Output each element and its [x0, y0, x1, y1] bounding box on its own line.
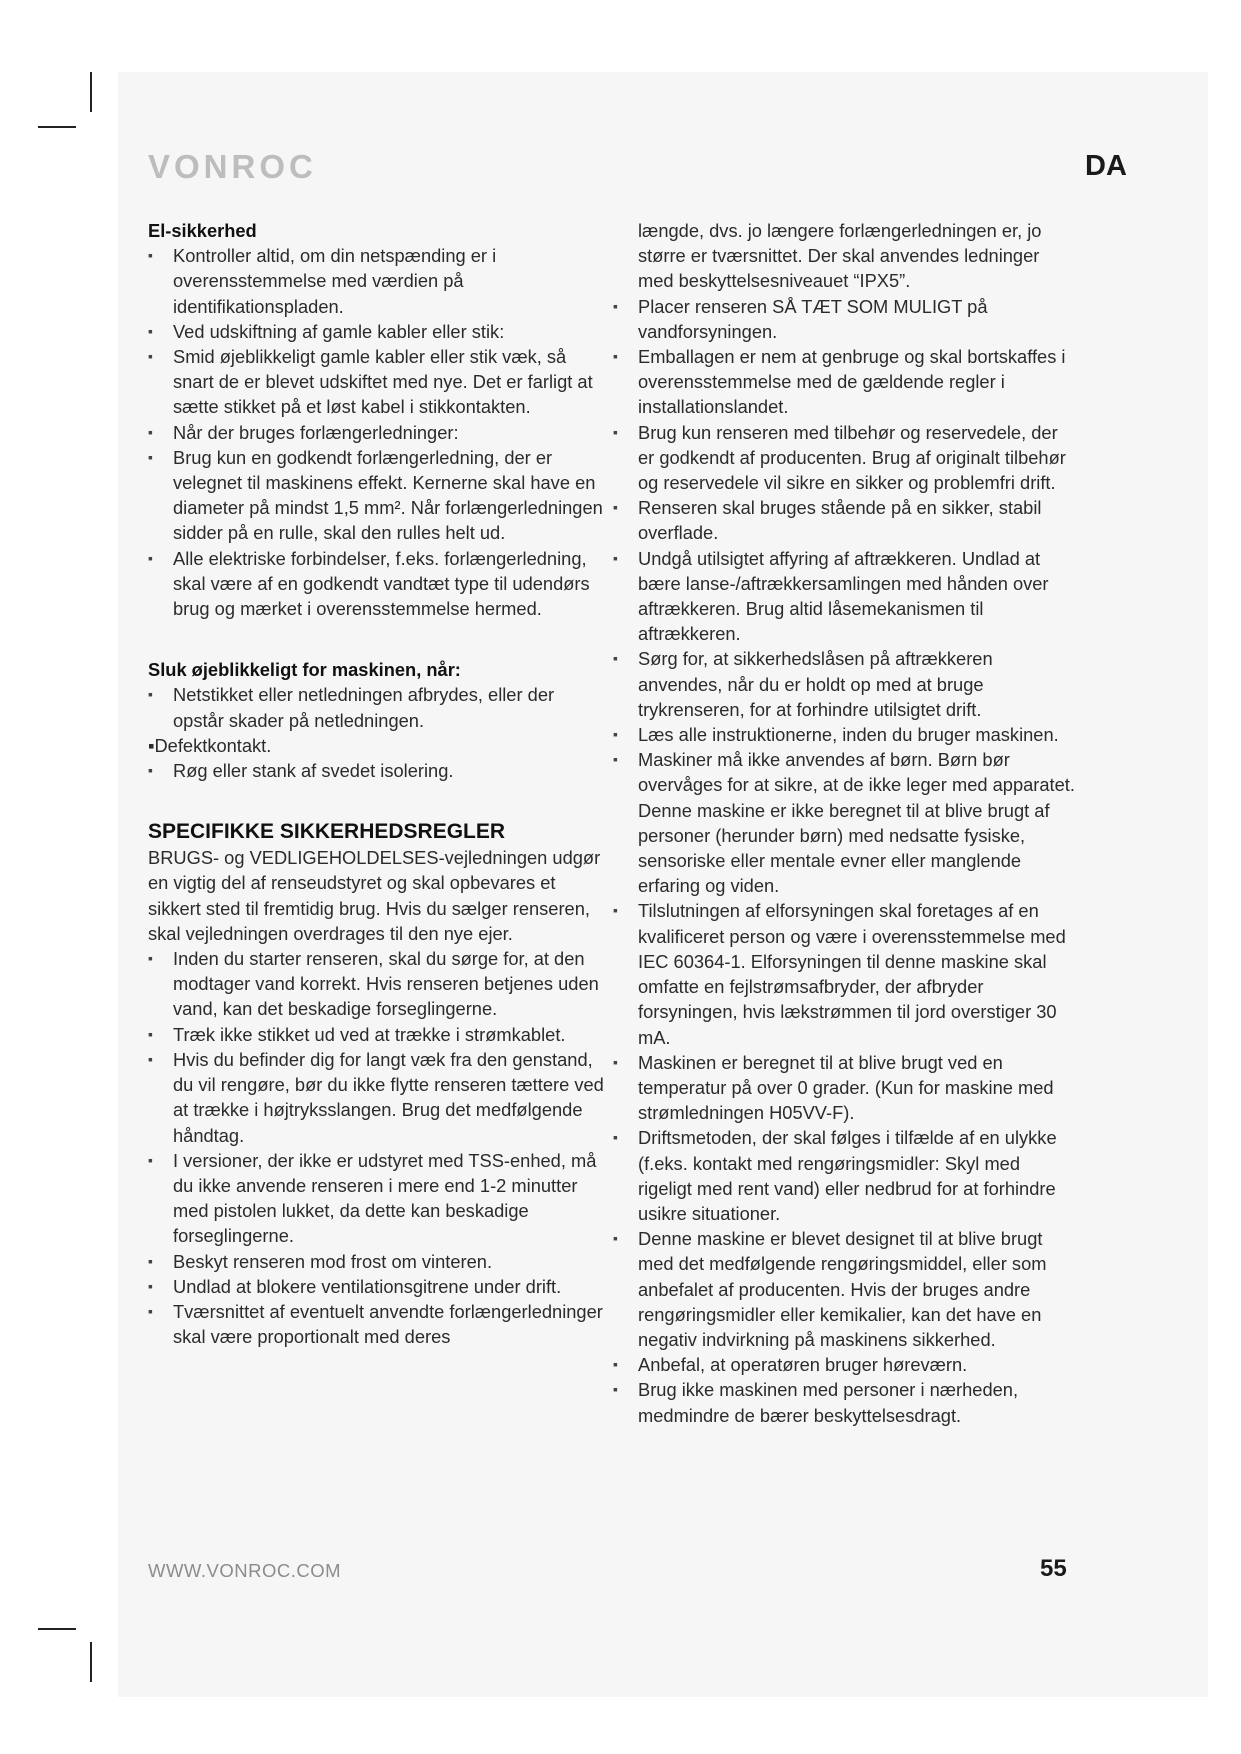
list-item: ▪ Netstikket eller netledningen afbrydes, eller der opstår skader på netledningen.: [148, 682, 606, 732]
specific-rules-list: [148, 946, 606, 1349]
list-item: ▪ Undgå utilsigtet affyring af aftrækkeren. Undlad at bære lanse-/aftrækkersamlingen med hånden over aftrækkeren. Brug altid låsemekanismen til aftrækkeren.: [613, 546, 1075, 647]
section-heading-electrical-safety: El-sikkerhed: [148, 220, 257, 241]
list-item: ▪ Tværsnittet af eventuelt anvendte forlængerledninger skal være proportionalt med deres: [148, 1299, 606, 1349]
list-item: ▪ Hvis du befinder dig for langt væk fra den genstand, du vil rengøre, bør du ikke flytte renseren tættere ved at trække i højtryksslangen. Brug det medfølgende håndtag.: [148, 1047, 606, 1148]
electrical-safety-list: [148, 243, 606, 621]
language-code: DA: [1085, 150, 1127, 182]
list-item: ▪ Anbefal, at operatøren bruger høreværn.: [613, 1352, 1075, 1377]
specific-rules-intro: BRUGS- og VEDLIGEHOLDELSES-vejledningen udgør en vigtig del af renseudstyret og skal opbevares et sikkert sted til fremtidig brug. Hvis du sælger renseren, skal vejledningen overdrages til den nye ejer.: [148, 847, 601, 944]
list-item: ▪Defektkontakt.: [148, 734, 272, 756]
list-item: ▪ Inden du starter renseren, skal du sørge for, at den modtager vand korrekt. Hvis renseren betjenes uden vand, kan det beskadige forseglingerne.: [148, 946, 606, 1022]
specific-rules-list-continued: [613, 218, 1075, 1428]
list-item: ▪ Placer renseren SÅ TÆT SOM MULIGT på vandforsyningen.: [613, 294, 1075, 344]
switch-off-list-cont: [148, 758, 606, 783]
list-item: ▪ Når der bruges forlængerledninger:: [148, 420, 606, 445]
list-item: ▪ Læs alle instruktionerne, inden du bruger maskinen.: [613, 722, 1075, 747]
list-item: ▪ Maskinen er beregnet til at blive brugt ved en temperatur på over 0 grader. (Kun for maskine med strømledningen H05VV-F).: [613, 1050, 1075, 1126]
left-column: [148, 218, 606, 1349]
list-item: ▪ Kontroller altid, om din netspænding er i overensstemmelse med værdien på identifikationspladen.: [148, 243, 606, 319]
brand-logo: VONROC: [148, 148, 317, 185]
list-item: ▪ Smid øjeblikkeligt gamle kabler eller stik væk, så snart de er blevet udskiftet med nye. Det er farligt at sætte stikket på et løst kabel i stikkontakten.: [148, 344, 606, 420]
right-column: [613, 218, 1075, 1428]
crop-mark: [90, 1642, 92, 1682]
list-item: ▪ Sørg for, at sikkerhedslåsen på aftrækkeren anvendes, når du er holdt op med at bruge trykrenseren, for at forhindre utilsigtet drift.: [613, 646, 1075, 722]
list-item: ▪ Denne maskine er blevet designet til at blive brugt med det medfølgende rengøringsmiddel, eller som anbefalet af producenten. Hvis der bruges andre rengøringsmidler eller kemikalier, kan det have en negativ indvirkning på maskinens sikkerhed.: [613, 1226, 1075, 1352]
list-item: ▪ Brug kun renseren med tilbehør og reservedele, der er godkendt af producenten. Brug af originalt tilbehør og reservedele vil sikre en sikker og problemfri drift.: [613, 420, 1075, 496]
crop-mark: [38, 126, 76, 128]
list-item: ▪ I versioner, der ikke er udstyret med TSS-enhed, må du ikke anvende renseren i mere end 1-2 minutter med pistolen lukket, da dette kan beskadige forseglingerne.: [148, 1148, 606, 1249]
list-item: ▪ Renseren skal bruges stående på en sikker, stabil overflade.: [613, 495, 1075, 545]
switch-off-list: [148, 682, 606, 732]
list-item: ▪ Tilslutningen af elforsyningen skal foretages af en kvalificeret person og være i overensstemmelse med IEC 60364-1. Elforsyningen til denne maskine skal omfatte en fejlstrømsafbryder, der afbryder forsyningen, hvis lækstrømmen til jord overstiger 30 mA.: [613, 898, 1075, 1049]
crop-mark: [38, 1628, 76, 1630]
list-item: ▪ Emballagen er nem at genbruge og skal bortskaffes i overensstemmelse med de gældende regler i installationslandet.: [613, 344, 1075, 420]
list-item: ▪ Undlad at blokere ventilationsgitrene under drift.: [148, 1274, 606, 1299]
list-item: ▪ Brug kun en godkendt forlængerledning, der er velegnet til maskinens effekt. Kernerne skal have en diameter på mindst 1,5 mm². Når forlængerledningen sidder på en rulle, skal den rulles helt ud.: [148, 445, 606, 546]
list-item: ▪ Beskyt renseren mod frost om vinteren.: [148, 1249, 606, 1274]
page-number: 55: [1040, 1555, 1067, 1582]
list-item: ▪ Brug ikke maskinen med personer i nærheden, medmindre de bærer beskyttelsesdragt.: [613, 1377, 1075, 1427]
list-item: ▪ Ved udskiftning af gamle kabler eller stik:: [148, 319, 606, 344]
list-item: ▪ Træk ikke stikket ud ved at trække i strømkablet.: [148, 1022, 606, 1047]
list-item: ▪ Alle elektriske forbindelser, f.eks. forlængerledning, skal være af en godkendt vandtæt type til udendørs brug og mærket i overensstemmelse hermed.: [148, 546, 606, 622]
list-item: ▪ Maskiner må ikke anvendes af børn. Børn bør overvåges for at sikre, at de ikke leger med apparatet. Denne maskine er ikke beregnet til at blive brugt af personer (herunder børn) med nedsatte fysiske, sensoriske eller mentale evner eller manglende erfaring og viden.: [613, 747, 1075, 898]
list-item: ▪ Driftsmetoden, der skal følges i tilfælde af en ulykke (f.eks. kontakt med rengøringsmidler: Skyl med rigeligt med rent vand) eller nedbrud for at forhindre usikre situationer.: [613, 1125, 1075, 1226]
crop-mark: [90, 72, 92, 112]
list-item-continuation: længde, dvs. jo længere forlængerledningen er, jo større er tværsnittet. Der skal anvendes ledninger med beskyttelsesniveauet “IPX5”.: [638, 220, 1042, 292]
section-heading-specific-rules: SPECIFIKKE SIKKERHEDSREGLER: [148, 820, 506, 844]
footer-website-url: WWW.VONROC.COM: [148, 1560, 342, 1581]
list-item: ▪ Røg eller stank af svedet isolering.: [148, 758, 606, 783]
section-heading-switch-off: Sluk øjeblikkeligt for maskinen, når:: [148, 659, 461, 681]
